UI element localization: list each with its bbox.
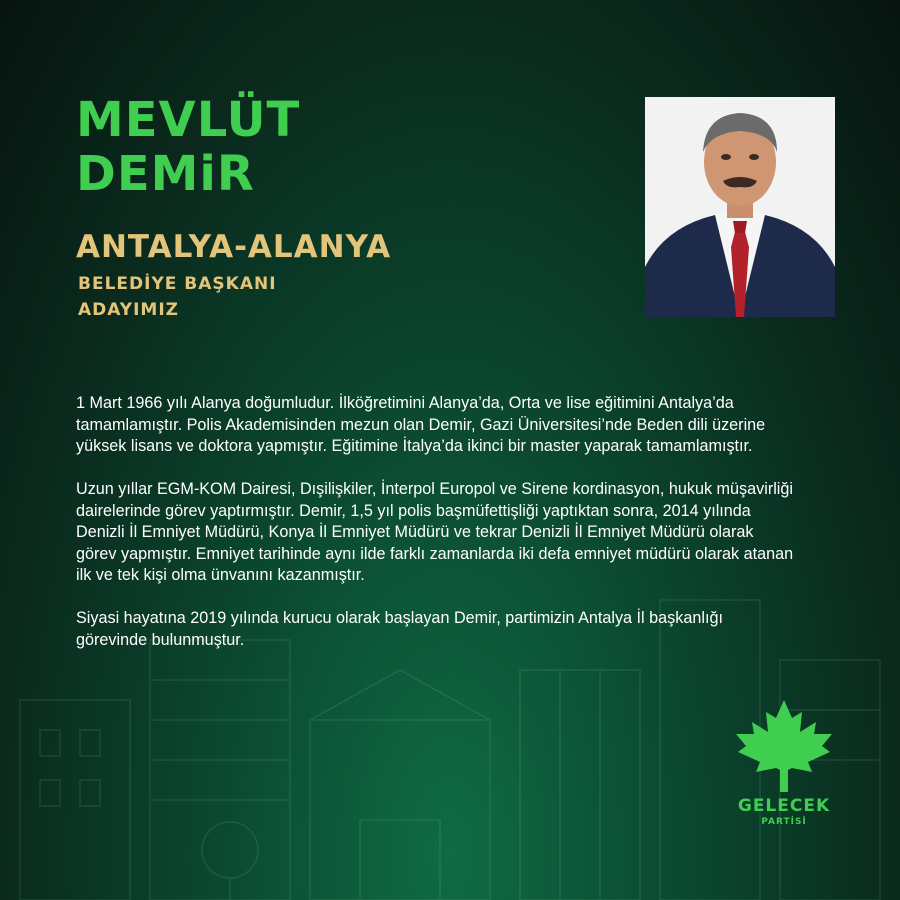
candidate-photo — [645, 97, 835, 317]
biography-text — [76, 393, 796, 673]
party-name: GELECEK — [737, 796, 831, 816]
candidate-city: ANTALYA-ALANYA — [76, 229, 392, 265]
gelecek-partisi-logo — [724, 700, 844, 827]
candidate-first-name: MEVLÜT — [76, 92, 301, 148]
bio-paragraph-2: Uzun yıllar EGM-KOM Dairesi, Dışilişkiler, İnterpol Europol ve Sirene kordinasyon, hukuk müşavirliği dairelerinde görev yaptırmıştır. Demir, 1,5 yıl polis başmüfettişliği yaptıktan sonra, 2014 yılında Denizli İl Emniyet Müdürü, Konya İl Emniyet Müdürü ve tekrar Denizli İl Emniyet Müdürü olarak görev yapmıştır. Emniyet tarihinde aynı ilde farklı zamanlarda iki defa emniyet müdürü olarak atanan ilk ve tek kişi olma ünvanını kazanmıştır. — [76, 480, 794, 584]
bio-paragraph-3: Siyasi hayatına 2019 yılında kurucu olarak başlayan Demir, partimizin Antalya İl başkanlığı görevinde bulunmuştur. — [76, 609, 723, 649]
bio-paragraph-1: 1 Mart 1966 yılı Alanya doğumludur. İlköğretimini Alanya’da, Orta ve lise eğitimini Antalya’da tamamlamıştır. Polis Akademisinden mezun olan Demir, Gazi Üniversitesi’nde Beden dili üzerine yüksek lisans ve doktora yapmıştır. Eğitimine İtalya’da ikinci bir master yaparak tamamlamıştır. — [76, 394, 766, 455]
candidate-role-line2: ADAYIMIZ — [78, 300, 180, 320]
candidate-role-line1: BELEDİYE BAŞKANI — [78, 274, 277, 294]
party-subtitle: PARTİSİ — [761, 817, 807, 827]
maple-leaf-icon — [734, 700, 834, 792]
candidate-last-name: DEMiR — [76, 146, 255, 202]
